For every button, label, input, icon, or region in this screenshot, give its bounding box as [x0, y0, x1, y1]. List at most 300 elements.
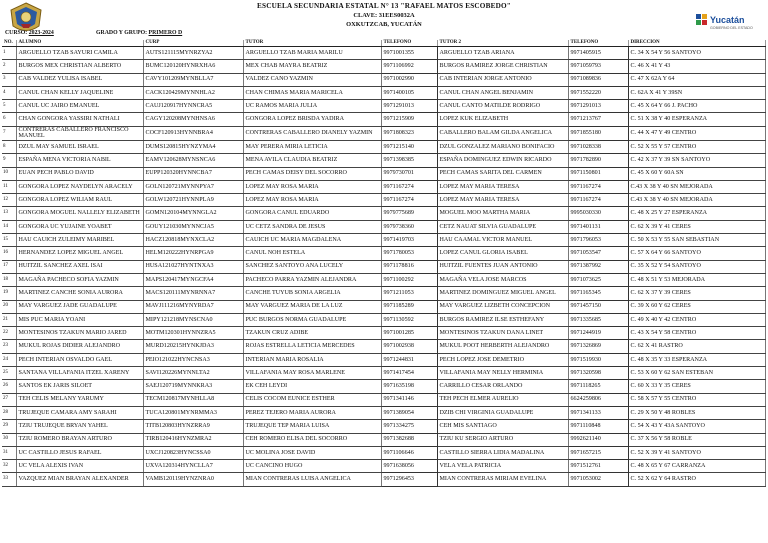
cell-tutor2: LOPEZ KUK ELIZABETH	[437, 113, 568, 126]
cell-tutor2: BURGOS RAMIREZ ILSE ESTHEFANY	[437, 313, 568, 326]
cell-curp: HUSA121027HYNTNXA3	[143, 260, 243, 273]
table-row	[2, 167, 765, 180]
cell-direccion: C. 60 X 33 Y 35 CERES	[628, 380, 765, 393]
cell-telefono2: 9971028338	[568, 140, 628, 153]
cell-telefono: 9971389054	[381, 406, 437, 419]
cell-telefono: 9971638056	[381, 460, 437, 473]
cell-tutor: TRUJEQUE TEP MARIA LUISA	[243, 420, 381, 433]
cell-number: 15	[2, 234, 16, 247]
cell-direccion: C.43 X 38 Y 40 SN MEJORADA	[628, 180, 765, 193]
cell-tutor2: MARTINEZ DOMINGUEZ MIGUEL ANGEL	[437, 287, 568, 300]
cell-tutor2: CETZ NAUAT SILVIA GUADALUPE	[437, 220, 568, 233]
cell-number: 19	[2, 287, 16, 300]
cell-curp: SAEJ120719MYNNKRA3	[143, 380, 243, 393]
cell-direccion: C. 62 X 41 RASTRO	[628, 340, 765, 353]
cell-telefono: 9979730701	[381, 167, 437, 180]
cell-telefono: 9971417454	[381, 367, 437, 380]
cell-telefono: 9971780053	[381, 247, 437, 260]
cell-telefono: 9979775689	[381, 207, 437, 220]
cell-telefono: 9971211053	[381, 287, 437, 300]
cell-tutor: PUC BURGOS NORMA GUADALUPE	[243, 313, 381, 326]
table-row	[2, 194, 765, 207]
cell-number: 7	[2, 126, 16, 140]
cell-direccion: C. 44 X 47 Y 49 CENTRO	[628, 126, 765, 140]
cell-number: 21	[2, 313, 16, 326]
cell-direccion: C. 43 X 54 Y 58 CENTRO	[628, 327, 765, 340]
cell-tutor: LOPEZ MAY ROSA MARIA	[243, 180, 381, 193]
cell-telefono2: 9971167274	[568, 180, 628, 193]
cell-curp: DUMS120815HYNZYMA4	[143, 140, 243, 153]
cell-tutor: CANUL NOH ESTELA	[243, 247, 381, 260]
table-row	[2, 234, 765, 247]
cell-telefono: 9971100292	[381, 273, 437, 286]
cell-number: 20	[2, 300, 16, 313]
cell-tutor: UC CANCINO HUGO	[243, 460, 381, 473]
cell-tutor2: PECH LOPEZ JOSE DEMETRIO	[437, 353, 568, 366]
cell-telefono: 9971334275	[381, 420, 437, 433]
cell-curp: COCF120913HYNNBRA4	[143, 126, 243, 140]
cell-direccion: C. 29 X 50 Y 48 ROBLES	[628, 406, 765, 419]
cell-telefono2: 9971165345	[568, 287, 628, 300]
cell-telefono: 9971400105	[381, 86, 437, 99]
cell-alumno: MONTESINOS TZAKUN MARIO JARED	[16, 327, 143, 340]
table-row	[2, 60, 765, 73]
cell-tutor: CHAN CHIMAS MARIA MARICELA	[243, 86, 381, 99]
cell-tutor2: CARRILLO CESAR ORLANDO	[437, 380, 568, 393]
cell-alumno: GONGORA MOGUEL NALLELY ELIZABETH	[16, 207, 143, 220]
cell-tutor2: CABALLERO BALAM GILDA ANGELICA	[437, 126, 568, 140]
cell-alumno: ARGUELLO TZAB SAYURI CAMILA	[16, 47, 143, 60]
cell-tutor: SANCHEZ SANTOYO ANA LUCELY	[243, 260, 381, 273]
cell-telefono2: 9971326869	[568, 340, 628, 353]
table-row	[2, 340, 765, 353]
cell-curp: GOLW120721HYNNPLA9	[143, 194, 243, 207]
cell-number: 12	[2, 194, 16, 207]
cell-telefono: 9971635198	[381, 380, 437, 393]
table-row	[2, 154, 765, 167]
cell-tutor: LOPEZ MAY ROSA MARIA	[243, 194, 381, 207]
cell-alumno: SANTOS EK JARIS SILOET	[16, 380, 143, 393]
cell-telefono2: 9971512761	[568, 460, 628, 473]
cell-telefono: 9971215909	[381, 113, 437, 126]
cell-telefono: 9971106992	[381, 60, 437, 73]
cell-curp: MIPY121218MYNSCNA0	[143, 313, 243, 326]
cell-tutor2: MUKUL POOT HERBERTH ALEJANDRO	[437, 340, 568, 353]
table-row	[2, 287, 765, 300]
cell-tutor: MEX CHAB MAYRA BEATRIZ	[243, 60, 381, 73]
table-row	[2, 406, 765, 419]
cell-curp: MOTM120301HYNNZRA5	[143, 327, 243, 340]
cell-alumno: HAU CAUICH ZULEIMY MARIBEL	[16, 234, 143, 247]
table-row	[2, 327, 765, 340]
cell-telefono2: 9971552220	[568, 86, 628, 99]
cell-number: 23	[2, 340, 16, 353]
cell-telefono: 9971808323	[381, 126, 437, 140]
cell-number: 16	[2, 247, 16, 260]
cell-tutor2: MONTESINOS TZAKUN DANA LINET	[437, 327, 568, 340]
table-row	[2, 473, 765, 486]
cell-tutor: MENA AVILA CLAUDIA BEATRIZ	[243, 154, 381, 167]
cell-alumno: TEH CELIS MELANY YARUMY	[16, 393, 143, 406]
cell-telefono: 9971215140	[381, 140, 437, 153]
cell-telefono2: 9971150801	[568, 167, 628, 180]
cell-alumno: CHAN GONGORA YASSIRI NATHALI	[16, 113, 143, 126]
cell-telefono: 9971398385	[381, 154, 437, 167]
cell-number: 27	[2, 393, 16, 406]
cell-tutor2: HUITZIL FUENTES JUAN ANTONIO	[437, 260, 568, 273]
school-city: OXKUTZCAB, YUCATÁN	[346, 21, 422, 28]
cell-tutor2: DZIB CHI VIRGINIA GUADALUPE	[437, 406, 568, 419]
cell-direccion: C. 46 X 41 Y 43	[628, 60, 765, 73]
school-clave: CLAVE: 31EES0032A	[353, 12, 415, 19]
cell-curp: BUMC120120HYNRXHA6	[143, 60, 243, 73]
cell-tutor: UC CETZ SANDRA DE JESUS	[243, 220, 381, 233]
cell-direccion: C. 52 X 62 Y 64 RASTRO	[628, 473, 765, 486]
cell-curp: MURD120215HYNKJDA3	[143, 340, 243, 353]
cell-curp: MACS120111MYNRNNA7	[143, 287, 243, 300]
cell-tutor: CAUICH UC MARIA MAGDALENA	[243, 234, 381, 247]
table-row	[2, 247, 765, 260]
col-header-alumno: ALUMNO	[16, 40, 143, 47]
logo-right-text: Yucatán	[710, 15, 745, 25]
cell-telefono: 9971419703	[381, 234, 437, 247]
cell-telefono2: 9971089836	[568, 73, 628, 86]
cell-tutor: TZAKUN CRUZ ADIBE	[243, 327, 381, 340]
cell-number: 22	[2, 327, 16, 340]
cell-tutor2: TZIU KU SERGIO ARTURO	[437, 433, 568, 446]
cell-number: 28	[2, 406, 16, 419]
col-header-tutor2: TUTOR 2	[437, 40, 568, 47]
table-row	[2, 273, 765, 286]
cell-tutor2: VELA VELA PATRICIA	[437, 460, 568, 473]
cell-tutor2: ESPAÑA DOMINGUEZ EDWIN RICARDO	[437, 154, 568, 167]
cell-telefono: 9971178816	[381, 260, 437, 273]
cell-alumno: ESPAÑA MENA VICTORIA NABIL	[16, 154, 143, 167]
course-label-text: CURSO:	[5, 30, 28, 36]
table-row	[2, 260, 765, 273]
cell-tutor2: PECH CAMAS SARITA DEL CARMEN	[437, 167, 568, 180]
cell-tutor: GONGORA LOPEZ BRISDA YADIRA	[243, 113, 381, 126]
cell-direccion: C. 51 X 38 Y 40 ESPERANZA	[628, 113, 765, 126]
cell-number: 3	[2, 73, 16, 86]
cell-alumno: MAGAÑA PACHECO SOFIA YAZMIN	[16, 273, 143, 286]
cell-telefono: 9971001285	[381, 327, 437, 340]
cell-tutor: VILLAFANIA MAY ROSA MARLENE	[243, 367, 381, 380]
table-row	[2, 207, 765, 220]
cell-telefono2: 9971291013	[568, 100, 628, 113]
cell-tutor: PACHECO PARRA YAZMIN ALEJANDRA	[243, 273, 381, 286]
cell-curp: UXVA120314HYNCLLA7	[143, 460, 243, 473]
cell-curp: TITB120803HYNZRRA9	[143, 420, 243, 433]
cell-telefono2: 9971457150	[568, 300, 628, 313]
cell-curp: TIRB120416HYNZMRA2	[143, 433, 243, 446]
cell-alumno: TRUJEQUE CAMARA AMY SARAHI	[16, 406, 143, 419]
cell-curp: MAVJ111216MYNYRDA7	[143, 300, 243, 313]
yucatan-government-logo	[694, 6, 758, 34]
col-header-telefono2: TELEFONO	[568, 40, 628, 47]
cell-tutor2: HAU CAAMAL VICTOR MANUEL	[437, 234, 568, 247]
cell-direccion: C. 48 X 25 Y 27 ESPERANZA	[628, 207, 765, 220]
cell-direccion: C. 47 X 62A Y 64	[628, 73, 765, 86]
cell-tutor2: LOPEZ CANUL GLORIA ISABEL	[437, 247, 568, 260]
cell-number: 31	[2, 446, 16, 459]
cell-direccion: C. 52 X 55 Y 57 CENTRO	[628, 140, 765, 153]
cell-alumno: HUITZIL SANCHEZ AXEL ISAI	[16, 260, 143, 273]
cell-direccion: C. 57 X 64 Y 66 SANTOYO	[628, 247, 765, 260]
cell-tutor2: MIAN CONTRERAS MIRIAM EVELINA	[437, 473, 568, 486]
cell-number: 4	[2, 86, 16, 99]
cell-tutor: ARGUELLO TZAB MARIA MARILU	[243, 47, 381, 60]
cell-curp: EAMV120628MYNSNCA6	[143, 154, 243, 167]
cell-tutor2: BURGOS RAMIREZ JORGE CHRISTIAN	[437, 60, 568, 73]
cell-curp: HACZ120818MYNXCLA2	[143, 234, 243, 247]
cell-direccion: C. 45 X 64 Y 66 J. PACHO	[628, 100, 765, 113]
cell-tutor2: TEH PECH ELMER AURELIO	[437, 393, 568, 406]
cell-number: 14	[2, 220, 16, 233]
cell-tutor: UC MOLINA JOSE DAVID	[243, 446, 381, 459]
cell-telefono2: 9971657215	[568, 446, 628, 459]
student-roster-table	[2, 40, 766, 487]
table-row	[2, 433, 765, 446]
cell-number: 13	[2, 207, 16, 220]
cell-tutor: ROJAS ESTRELLA LETICIA MERCEDES	[243, 340, 381, 353]
cell-telefono: 9971291013	[381, 100, 437, 113]
cell-curp: AUTS121115MYNRZYA2	[143, 47, 243, 60]
grade-label	[96, 30, 182, 36]
cell-telefono: 9979738360	[381, 220, 437, 233]
cell-number: 29	[2, 420, 16, 433]
cell-alumno: GONGORA LOPEZ WILIAM RAUL	[16, 194, 143, 207]
table-row	[2, 73, 765, 86]
table-row	[2, 367, 765, 380]
cell-alumno: VAZQUEZ MIAN BRAYAN ALEXANDER	[16, 473, 143, 486]
cell-direccion: C. 52 X 39 Y 41 SANTOYO	[628, 446, 765, 459]
cell-telefono: 9971106646	[381, 446, 437, 459]
table-row	[2, 220, 765, 233]
cell-tutor: PEREZ TEJERO MARIA AURORA	[243, 406, 381, 419]
cell-telefono2: 9971118265	[568, 380, 628, 393]
cell-alumno: MARTINEZ CANCHE SONIA AURORA	[16, 287, 143, 300]
table-row	[2, 313, 765, 326]
cell-number: 2	[2, 60, 16, 73]
col-header-tutor: TUTOR	[243, 40, 381, 47]
cell-telefono2: 9971387992	[568, 260, 628, 273]
cell-number: 10	[2, 167, 16, 180]
cell-curp: CAUJ120917HYNNCRA5	[143, 100, 243, 113]
cell-curp: GOLN120721MYNNPYA7	[143, 180, 243, 193]
cell-direccion: C. 49 X 40 Y 42 CENTRO	[628, 313, 765, 326]
cell-telefono: 9971296453	[381, 473, 437, 486]
cell-number: 17	[2, 260, 16, 273]
table-row	[2, 113, 765, 126]
cell-tutor: GONGORA CANUL EDUARDO	[243, 207, 381, 220]
grade-value: PRIMERO D	[148, 30, 183, 36]
cell-telefono: 9971185289	[381, 300, 437, 313]
cell-number: 18	[2, 273, 16, 286]
table-row	[2, 300, 765, 313]
cell-alumno: CANUL UC JAIRO EMANUEL	[16, 100, 143, 113]
cell-tutor: CONTRERAS CABALLERO DIANELY YAZMIN	[243, 126, 381, 140]
table-row	[2, 460, 765, 473]
course-label	[5, 30, 54, 36]
cell-tutor2: LOPEZ MAY MARIA TERESA	[437, 194, 568, 207]
cell-alumno: GONGORA UC YUJAINE YOABET	[16, 220, 143, 233]
cell-number: 24	[2, 353, 16, 366]
cell-curp: HELM120222HYNRPGA9	[143, 247, 243, 260]
cell-tutor: CELIS COCOM EUNICE ESTHER	[243, 393, 381, 406]
table-row	[2, 100, 765, 113]
cell-curp: CAGY120208MYNHNSA6	[143, 113, 243, 126]
cell-telefono2: 9971167274	[568, 194, 628, 207]
cell-number: 5	[2, 100, 16, 113]
cell-telefono2: 9971073625	[568, 273, 628, 286]
cell-direccion: C. 42 X 37 Y 39 SN SANTOYO	[628, 154, 765, 167]
cell-telefono2: 9971244919	[568, 327, 628, 340]
cell-tutor2: DZUL GONZALEZ MARIANO BONIFACIO	[437, 140, 568, 153]
cell-telefono2: 9971401131	[568, 220, 628, 233]
col-header-curp: CURP	[143, 40, 243, 47]
table-row	[2, 380, 765, 393]
course-value: 2023-2024	[28, 30, 54, 36]
cell-alumno: MIS PUC MARIA YOANI	[16, 313, 143, 326]
cell-alumno: MUKUL ROJAS DIDIER ALEJANDRO	[16, 340, 143, 353]
cell-direccion: C. 58 X 57 Y 55 CENTRO	[628, 393, 765, 406]
cell-curp: TECM120817MYNHLLA8	[143, 393, 243, 406]
cell-number: 26	[2, 380, 16, 393]
cell-tutor2: MAGAÑA VELA JOSE MARCOS	[437, 273, 568, 286]
cell-number: 30	[2, 433, 16, 446]
cell-curp: TUCA120801MYNRMMA3	[143, 406, 243, 419]
cell-alumno: TZIU ROMERO BRAYAN ARTURO	[16, 433, 143, 446]
cell-direccion: C.43 X 38 Y 40 SN MEJORADA	[628, 194, 765, 207]
cell-curp: GOUY121030MYNNCJA5	[143, 220, 243, 233]
cell-curp: CACK120429MYNNHLA2	[143, 86, 243, 99]
cell-tutor: CEH ROMERO ELISA DEL SOCORRO	[243, 433, 381, 446]
grade-label-text: GRADO Y GRUPO:	[96, 30, 148, 36]
logo-right-sub: GOBIERNO DEL ESTADO	[710, 26, 753, 30]
cell-telefono2: 9992621140	[568, 433, 628, 446]
cell-telefono: 9971244831	[381, 353, 437, 366]
cell-direccion: C. 50 X 53 Y 55 SAN SEBASTIAN	[628, 234, 765, 247]
cell-direccion: C. 35 X 52 Y 54 SANTOYO	[628, 260, 765, 273]
table-row	[2, 420, 765, 433]
col-header-num: NO.	[2, 40, 16, 47]
cell-telefono2: 9971320598	[568, 367, 628, 380]
cell-telefono2: 9971335685	[568, 313, 628, 326]
cell-tutor: EK CEH LEYDI	[243, 380, 381, 393]
cell-tutor2: CEH MIS SANTIAGO	[437, 420, 568, 433]
cell-alumno: SANTANA VILLAFANIA ITZEL XARENY	[16, 367, 143, 380]
cell-telefono2: 6624259806	[568, 393, 628, 406]
table-row	[2, 47, 765, 60]
cell-telefono2: 9971059793	[568, 60, 628, 73]
cell-alumno: DZUL MAY SAMUEL ISRAEL	[16, 140, 143, 153]
cell-direccion: C. 48 X 35 Y 33 ESPERANZA	[628, 353, 765, 366]
cell-telefono2: 9971053002	[568, 473, 628, 486]
cell-number: 1	[2, 47, 16, 60]
cell-alumno: CAB VALDEZ YULISA ISABEL	[16, 73, 143, 86]
cell-telefono: 9971002990	[381, 73, 437, 86]
cell-curp: VAMB120119HYNZNRA0	[143, 473, 243, 486]
cell-tutor: MIAN CONTRERAS LUISA ANGELICA	[243, 473, 381, 486]
cell-curp: CAVY101209MYNBLLA7	[143, 73, 243, 86]
cell-curp: EUPP120320HYNNCBA7	[143, 167, 243, 180]
table-row	[2, 353, 765, 366]
cell-direccion: C. 62 X 39 Y 41 CERES	[628, 220, 765, 233]
cell-curp: MAPS120417MYNGCFA4	[143, 273, 243, 286]
cell-direccion: C. 45 X 60 Y 60A SN	[628, 167, 765, 180]
cell-telefono: 9971167274	[381, 194, 437, 207]
cell-tutor: CANCHE TUYUB SONIA ARGELIA	[243, 287, 381, 300]
cell-curp: GOMN120104MYNNGLA2	[143, 207, 243, 220]
cell-telefono2: 9971213767	[568, 113, 628, 126]
cell-telefono: 9971130592	[381, 313, 437, 326]
table-row	[2, 446, 765, 459]
cell-direccion: C. 34 X 54 Y 56 SANTOYO	[628, 47, 765, 60]
col-header-telefono: TELEFONO	[381, 40, 437, 47]
cell-telefono2: 9995030330	[568, 207, 628, 220]
cell-telefono2: 9971519930	[568, 353, 628, 366]
cell-number: 8	[2, 140, 16, 153]
cell-alumno: HERNANDEZ LOPEZ MIGUEL ANGEL	[16, 247, 143, 260]
cell-telefono: 9971167274	[381, 180, 437, 193]
cell-tutor: PECH CAMAS DEISY DEL SOCORRO	[243, 167, 381, 180]
cell-tutor: MAY VARGUEZ MARIA DE LA LUZ	[243, 300, 381, 313]
cell-telefono: 9971001355	[381, 47, 437, 60]
table-row	[2, 86, 765, 99]
cell-tutor2: VILLAFANIA MAY NELLY HERMINIA	[437, 367, 568, 380]
cell-direccion: C. 54 X 43 Y 43A SANTOYO	[628, 420, 765, 433]
table-row	[2, 180, 765, 193]
cell-tutor: INTERIAN MARIA ROSALIA	[243, 353, 381, 366]
cell-curp: UXCJ120823HYNCSSA0	[143, 446, 243, 459]
table-body	[2, 47, 765, 487]
school-title: ESCUELA SECUNDARIA ESTATAL N° 13 "RAFAEL MATOS ESCOBEDO"	[257, 2, 511, 10]
cell-telefono: 9971382688	[381, 433, 437, 446]
cell-curp: SAVI120226MYNNLTA2	[143, 367, 243, 380]
cell-alumno: MAY VARGUEZ JADE GUADALUPE	[16, 300, 143, 313]
cell-alumno: CONTRERAS CABALLERO FRANCISCO MANUEL	[16, 126, 143, 140]
cell-alumno: PECH INTERIAN OSVALDO GAEL	[16, 353, 143, 366]
cell-alumno: BURGOS MEX CHRISTIAN ALBERTO	[16, 60, 143, 73]
cell-tutor: VALDEZ CANO YAZMIN	[243, 73, 381, 86]
cell-telefono2: 9971405915	[568, 47, 628, 60]
cell-telefono2: 9971053547	[568, 247, 628, 260]
cell-alumno: EUAN PECH PABLO DAVID	[16, 167, 143, 180]
cell-alumno: UC VELA ALEXIS IVAN	[16, 460, 143, 473]
cell-number: 6	[2, 113, 16, 126]
cell-alumno: CANUL CHAN KELLY JAQUELINE	[16, 86, 143, 99]
cell-tutor2: MOGUEL MOO MARTHA MARIA	[437, 207, 568, 220]
cell-direccion: C. 62 X 37 Y 39 CERES	[628, 287, 765, 300]
cell-telefono2: 9971110848	[568, 420, 628, 433]
cell-telefono: 9971002938	[381, 340, 437, 353]
cell-direccion: C. 39 X 60 Y 62 CERES	[628, 300, 765, 313]
cell-number: 9	[2, 154, 16, 167]
cell-tutor2: MAY VARGUEZ LIZBETH CONCEPCION	[437, 300, 568, 313]
cell-telefono2: 9971796053	[568, 234, 628, 247]
cell-telefono: 9971341146	[381, 393, 437, 406]
cell-tutor2: CASTILLO SIERRA LIDIA MADALINA	[437, 446, 568, 459]
table-row	[2, 140, 765, 153]
cell-direccion: C. 62A X 41 Y 39SN	[628, 86, 765, 99]
cell-number: 11	[2, 180, 16, 193]
cell-tutor2: CANUL CANTO MATILDE RODRIGO	[437, 100, 568, 113]
cell-tutor: MAY PERERA MIRIA LETICIA	[243, 140, 381, 153]
cell-tutor2: CANUL CHAN ANGEL BENJAMIN	[437, 86, 568, 99]
cell-telefono2: 9971782890	[568, 154, 628, 167]
cell-alumno: GONGORA LOPEZ NAYDELYN ARACELY	[16, 180, 143, 193]
